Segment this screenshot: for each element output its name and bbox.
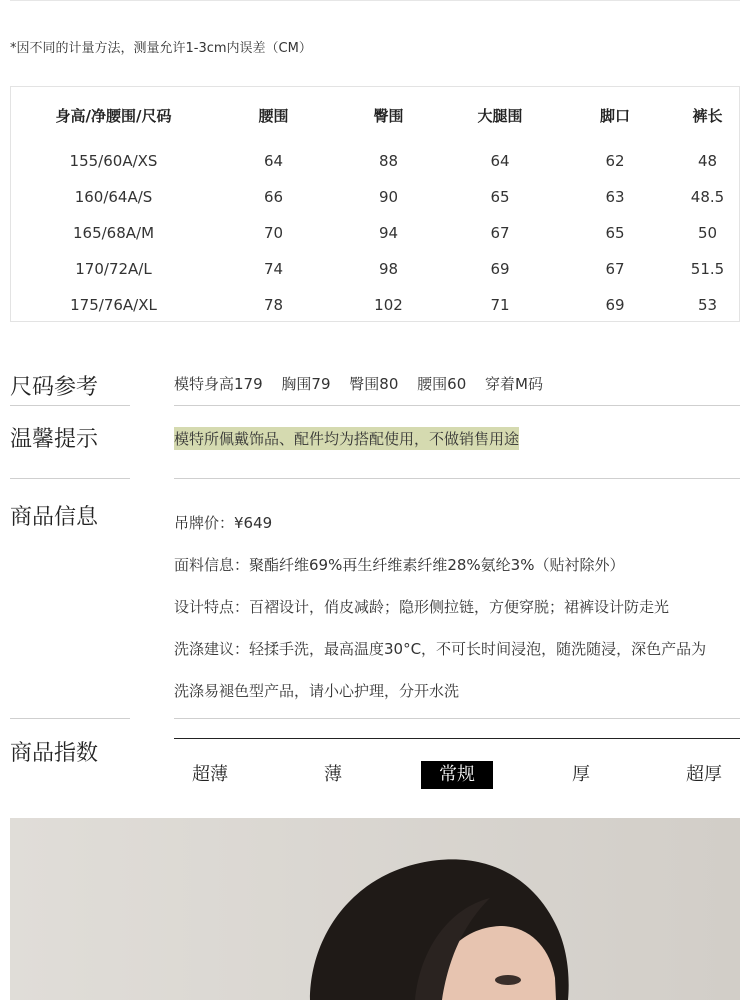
price-tag-line: 吊牌价：¥649 [174, 514, 273, 532]
size-table-header [11, 87, 739, 143]
table-cell: 98 [378, 260, 399, 278]
index-option-thick: 厚 [572, 764, 590, 785]
model-photo [10, 818, 740, 1000]
table-row [11, 287, 739, 323]
size-ref-label: 尺码参考 [10, 375, 99, 400]
table-cell: 165/68A/M [72, 224, 155, 242]
table-cell: 69 [605, 296, 625, 314]
table-cell: 67 [605, 260, 625, 278]
table-cell: 71 [490, 296, 510, 314]
design-line: 设计特点：百褶设计，俏皮减龄；隐形侧拉链，方便穿脱；裙裤设计防走光 [174, 598, 670, 616]
table-cell: 65 [490, 188, 510, 206]
index-option-thin: 薄 [324, 764, 342, 785]
model-size-worn: 穿着M码 [485, 375, 543, 393]
table-cell: 65 [605, 224, 625, 242]
header-hip: 臀围 [373, 106, 404, 125]
content-divider [174, 405, 740, 406]
header-hem: 脚口 [599, 106, 630, 125]
table-cell: 155/60A/XS [69, 152, 158, 170]
model-height: 模特身高179 [174, 375, 263, 393]
header-thigh: 大腿围 [477, 106, 523, 125]
table-cell: 64 [263, 152, 284, 170]
table-cell: 50 [697, 224, 718, 242]
table-cell: 62 [605, 152, 625, 170]
index-option-ultra-thin: 超薄 [192, 764, 228, 785]
table-cell: 48.5 [690, 188, 725, 206]
model-eye [495, 975, 521, 985]
table-cell: 63 [605, 188, 625, 206]
content-divider [174, 478, 740, 479]
care-line-continued: 洗涤易褪色型产品，请小心护理，分开水洗 [174, 682, 460, 700]
header-length: 裤长 [692, 106, 723, 125]
top-divider [10, 0, 740, 1]
table-cell: 64 [490, 152, 510, 170]
table-cell: 74 [263, 260, 284, 278]
table-cell: 66 [263, 188, 284, 206]
table-cell: 88 [378, 152, 399, 170]
table-cell: 53 [697, 296, 718, 314]
model-waist: 腰围60 [417, 375, 467, 393]
table-cell: 78 [263, 296, 284, 314]
table-cell: 175/76A/XL [70, 296, 157, 314]
index-option-regular-selected: 常规 [421, 761, 493, 789]
header-waist: 腰围 [258, 106, 289, 125]
index-bar [174, 738, 740, 739]
table-cell: 67 [490, 224, 510, 242]
label-divider [10, 405, 130, 406]
table-cell: 90 [378, 188, 399, 206]
tip-label: 温馨提示 [10, 427, 99, 452]
table-cell: 69 [490, 260, 510, 278]
table-cell: 94 [378, 224, 399, 242]
header-size: 身高/净腰围/尺码 [55, 106, 172, 125]
product-index-label: 商品指数 [10, 741, 99, 766]
table-cell: 51.5 [690, 260, 725, 278]
label-divider [10, 478, 130, 479]
table-row [11, 143, 739, 179]
model-photo-illustration [10, 818, 740, 1000]
model-measurements [174, 373, 557, 394]
model-hip: 臀围80 [349, 375, 399, 393]
table-row [11, 251, 739, 287]
table-row [11, 215, 739, 251]
measurement-note: *因不同的计量方法，测量允许1-3cm内误差（CM） [10, 41, 312, 56]
care-line: 洗涤建议：轻揉手洗，最高温度30°C，不可长时间浸泡，随洗随浸，深色产品为 [174, 640, 707, 658]
table-cell: 102 [374, 296, 403, 314]
content-divider [174, 718, 740, 719]
label-divider [10, 718, 130, 719]
index-option-ultra-thick: 超厚 [686, 764, 722, 785]
fabric-line: 面料信息：聚酯纤维69%再生纤维素纤维28%氨纶3%（贴衬除外） [174, 556, 625, 574]
table-cell: 160/64A/S [74, 188, 153, 206]
table-cell: 70 [263, 224, 284, 242]
table-cell: 170/72A/L [75, 260, 152, 278]
size-table [11, 87, 739, 323]
table-row [11, 179, 739, 215]
tip-text: 模特所佩戴饰品、配件均为搭配使用，不做销售用途 [174, 427, 519, 450]
product-info-label: 商品信息 [10, 505, 99, 530]
table-cell: 48 [697, 152, 718, 170]
size-chart [10, 86, 740, 322]
model-bust: 胸围79 [281, 375, 331, 393]
